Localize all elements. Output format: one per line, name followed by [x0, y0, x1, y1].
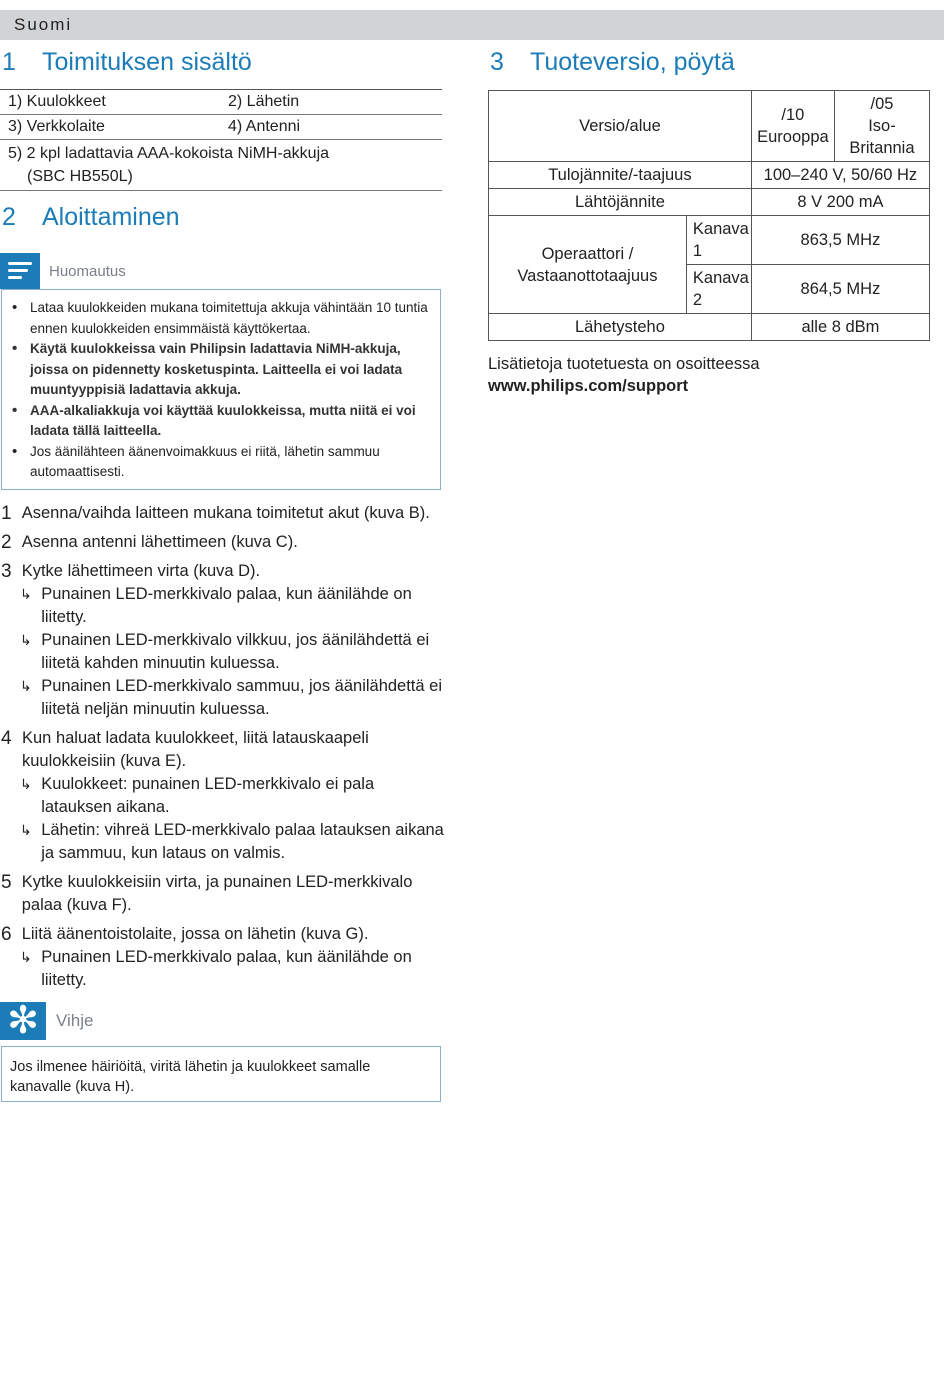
step-result [0, 773, 446, 819]
tip-label: Vihje [56, 1010, 94, 1030]
section-1-heading [0, 48, 446, 84]
output-value-cell: 8 V 200 mA [751, 189, 929, 216]
step-result [0, 819, 446, 865]
result-text: Punainen LED-merkkivalo palaa, kun äänilähde on liitetty. [41, 584, 412, 626]
table-row [489, 216, 930, 265]
step-text: Kun haluat ladata kuulokkeet, liitä latauskaapeli kuulokkeisiin (kuva E). [22, 728, 369, 770]
note-box [1, 289, 441, 490]
step-number: 2 [1, 531, 12, 553]
step-text: Kytke kuulokkeisiin virta, ja punainen LED-merkkivalo palaa (kuva F). [21, 872, 413, 914]
contents-item: 1) Kuulokkeet [8, 93, 106, 110]
frequency-label-line: Vastaanottotaajuus [517, 266, 658, 285]
version-region: Eurooppa [757, 128, 829, 146]
section-title: Toimituksen sisältö [42, 48, 252, 76]
version-code: /10 [781, 106, 805, 124]
version-label-cell: Versio/alue [489, 91, 752, 162]
channel-2-label-cell: Kanava 2 [686, 265, 751, 314]
section-3-heading [488, 48, 932, 84]
contents-item: 2) Lähetin [228, 93, 300, 110]
support-info [488, 353, 932, 397]
section-title: Aloittaminen [42, 203, 180, 231]
asterisk-icon: ✻ [0, 1002, 46, 1040]
left-column [0, 48, 446, 1102]
section-number: 2 [2, 203, 16, 231]
result-text: Punainen LED-merkkivalo palaa, kun äänilähde on liitetty. [41, 947, 412, 989]
note-item: • AAA-alkaliakkuja voi käyttää kuulokkeissa, mutta niitä ei voi ladata tällä laitteella. [12, 401, 430, 442]
step [0, 923, 446, 946]
result-text: Punainen LED-merkkivalo sammuu, jos äänilähdettä ei liitetä neljän minuutin kuluessa. [41, 676, 442, 718]
result-text: Lähetin: vihreä LED-merkkivalo palaa latauksen aikana ja sammuu, kun lataus on valmis. [41, 820, 444, 862]
version-05-cell [834, 91, 929, 162]
section-number: 3 [490, 48, 504, 76]
note-header [0, 253, 446, 289]
result-text: Punainen LED-merkkivalo vilkkuu, jos äänilähdettä ei liitetä kahden minuutin kuluessa. [41, 630, 430, 672]
tip-header [0, 999, 446, 1042]
result-arrow-icon: ↳ [20, 677, 32, 694]
contents-item: 5) 2 kpl ladattavia AAA-kokoista NiMH-akkuja [8, 145, 330, 162]
language-bar [0, 10, 944, 40]
spec-table [488, 90, 930, 341]
result-arrow-icon: ↳ [20, 631, 32, 648]
right-column [488, 48, 932, 397]
section-title: Tuoteversio, pöytä [530, 48, 735, 76]
tip-text: Jos ilmenee häiriöitä, viritä lähetin ja kuulokkeet samalle kanavalle (kuva H). [10, 1058, 371, 1095]
step-text: Kytke lähettimeen virta (kuva D). [21, 561, 261, 580]
step-number: 6 [1, 923, 12, 945]
channel-1-label-cell: Kanava 1 [686, 216, 751, 265]
note-item: • Lataa kuulokkeiden mukana toimitettuja akkuja vähintään 10 tuntia ennen kuulokkeiden ensimmäistä käyttökertaa. [12, 298, 430, 339]
step [0, 727, 446, 773]
note-label: Huomautus [49, 262, 126, 280]
contents-list [0, 89, 442, 191]
table-row [489, 189, 930, 216]
step-result [0, 629, 446, 675]
version-code: /05 [870, 95, 894, 113]
support-text: Lisätietoja tuotetuesta on osoitteessa [488, 355, 760, 373]
section-number: 1 [2, 48, 16, 76]
result-arrow-icon: ↳ [20, 948, 32, 965]
step-result [0, 583, 446, 629]
frequency-label-line: Operaattori / [541, 244, 634, 263]
result-text: Kuulokkeet: punainen LED-merkkivalo ei pala latauksen aikana. [41, 774, 375, 816]
power-value-cell: alle 8 dBm [751, 314, 929, 341]
step-text: Asenna/vaihda laitteen mukana toimitetut akut (kuva B). [21, 503, 430, 522]
contents-row [0, 115, 442, 140]
result-arrow-icon: ↳ [20, 775, 32, 792]
note-item: • Jos äänilähteen äänenvoimakkuus ei riitä, lähetin sammuu automaattisesti. [12, 442, 430, 483]
contents-item: 3) Verkkolaite [8, 118, 105, 135]
step [0, 531, 446, 554]
table-row [489, 91, 930, 162]
steps-list [0, 502, 446, 992]
tip-box [1, 1046, 441, 1102]
step [0, 560, 446, 583]
output-label-cell: Lähtöjännite [489, 189, 752, 216]
version-10-cell [751, 91, 834, 162]
step-text: Liitä äänentoistolaite, jossa on lähetin (kuva G). [21, 924, 369, 943]
channel-2-value-cell: 864,5 MHz [751, 265, 929, 314]
step-text: Asenna antenni lähettimeen (kuva C). [21, 532, 298, 551]
table-row [489, 314, 930, 341]
section-2-heading [0, 203, 446, 239]
contents-row [0, 140, 442, 191]
note-item: • Käytä kuulokkeissa vain Philipsin ladattavia NiMH-akkuja, joissa on pidennetty kosketuspinta. Laitteella ei voi ladata muuntyyppisiä ladattavia akkuja. [12, 339, 430, 401]
power-label-cell: Lähetysteho [489, 314, 752, 341]
step [0, 871, 446, 917]
step-number: 5 [1, 871, 12, 893]
step-result [0, 946, 446, 992]
frequency-label-cell [489, 216, 687, 314]
language-label: Suomi [14, 15, 73, 34]
table-row [489, 162, 930, 189]
input-value-cell: 100–240 V, 50/60 Hz [751, 162, 929, 189]
contents-item: 4) Antenni [228, 118, 301, 135]
contents-row [0, 90, 442, 115]
input-label-cell: Tulojännite/-taajuus [489, 162, 752, 189]
step-number: 4 [1, 727, 12, 749]
channel-1-value-cell: 863,5 MHz [751, 216, 929, 265]
step-result [0, 675, 446, 721]
result-arrow-icon: ↳ [20, 821, 32, 838]
contents-item-continued: (SBC HB550L) [27, 168, 133, 185]
result-arrow-icon: ↳ [20, 585, 32, 602]
step-number: 1 [1, 502, 12, 524]
step [0, 502, 446, 525]
note-icon [0, 253, 40, 289]
version-region: Iso-Britannia [849, 117, 915, 157]
step-number: 3 [1, 560, 12, 582]
support-link[interactable]: www.philips.com/support [488, 377, 689, 395]
